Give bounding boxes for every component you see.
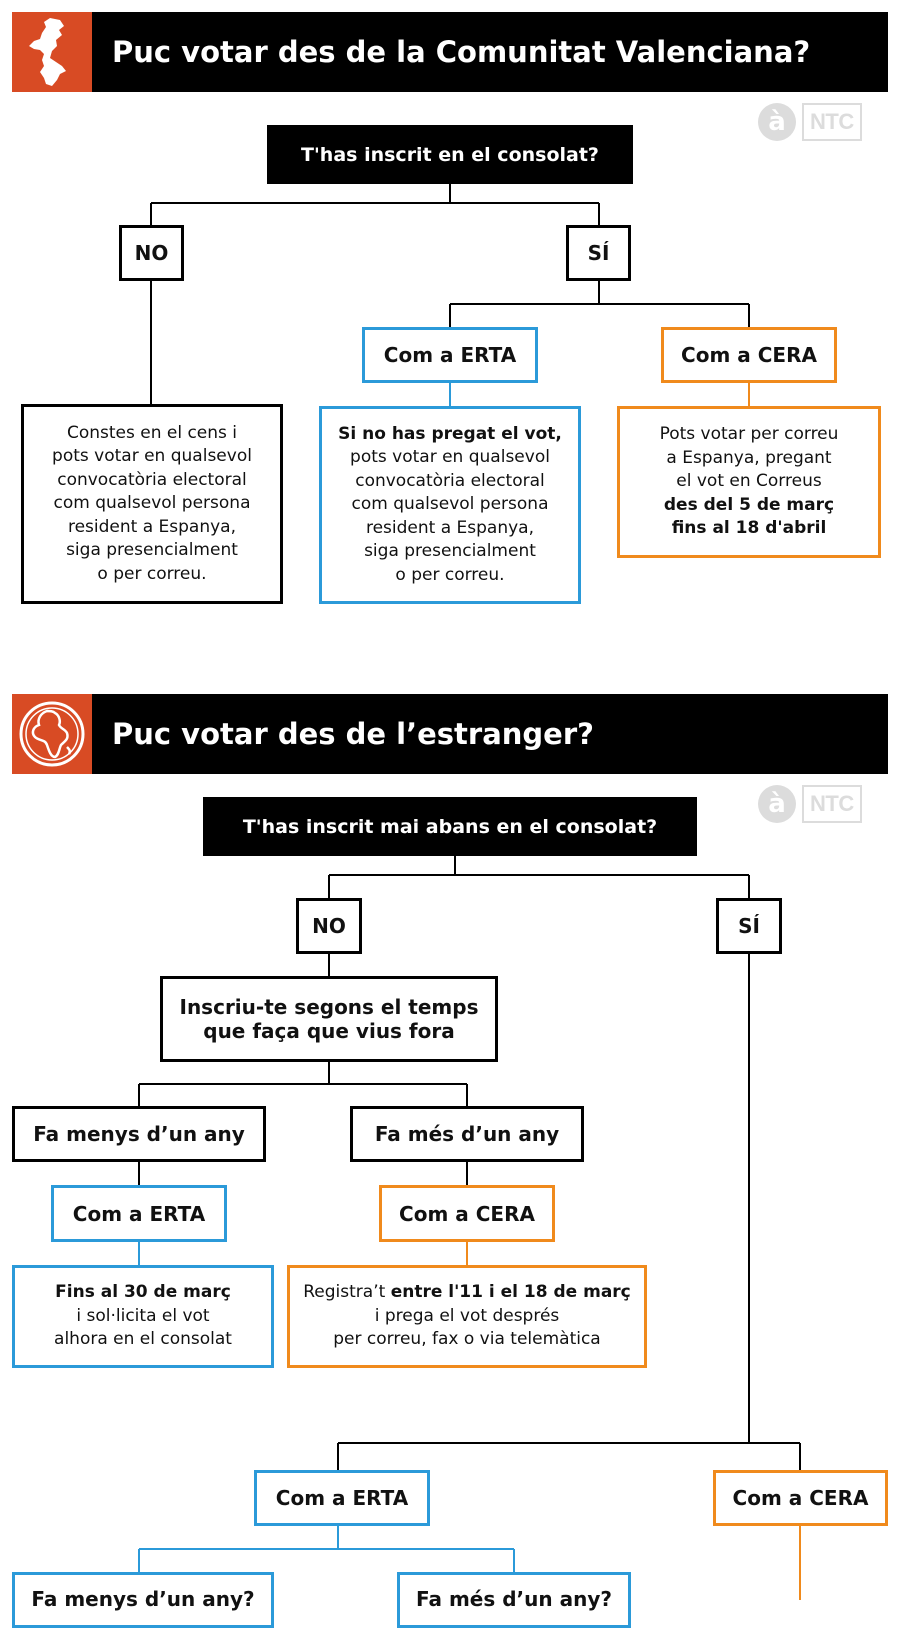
globe-icon — [12, 694, 92, 774]
erta-text-line: o per correu. — [395, 564, 505, 585]
ntc-logo-text: NTC — [802, 103, 862, 141]
erta-text-line: convocatòria electoral — [355, 470, 545, 491]
erta2-text-line: alhora en el consolat — [54, 1329, 232, 1350]
erta-label-2: Com a ERTA — [51, 1185, 227, 1242]
si-fa-menys-any: Fa menys d’un any? — [12, 1572, 274, 1628]
no-text-line: siga presencialment — [66, 540, 238, 561]
fa-mes-any: Fa més d’un any — [350, 1106, 584, 1162]
fa-menys-any: Fa menys d’un any — [12, 1106, 266, 1162]
cera-label: Com a CERA — [661, 327, 837, 383]
question-consolat-mai: T'has inscrit mai abans en el consolat? — [203, 797, 697, 856]
erta2-text-line: i sol·licita el vot — [76, 1305, 210, 1326]
erta-text-line: siga presencialment — [364, 541, 536, 562]
erta-text-line: com qualsevol persona — [351, 494, 549, 515]
cera-text-bold: des del 5 de març — [663, 494, 835, 515]
a-logo-icon: à — [758, 785, 796, 823]
answer-si-2: SÍ — [716, 898, 782, 954]
cera-label-2: Com a CERA — [379, 1185, 555, 1242]
erta-text-line: pots votar en qualsevol — [350, 447, 550, 468]
cera2-text-line: per correu, fax o via telemàtica — [333, 1329, 601, 1350]
section2-header — [12, 694, 888, 774]
si-fa-mes-any: Fa més d’un any? — [397, 1572, 631, 1628]
a-logo-icon: à — [758, 103, 796, 141]
cera2-text-first: Registra’t entre l'11 i el 18 de març — [303, 1282, 631, 1303]
no-text-line: pots votar en qualsevol — [52, 446, 252, 467]
valencia-map-icon — [12, 12, 92, 92]
cera-text-line: Pots votar per correu — [659, 424, 839, 445]
ntc-logo-text: NTC — [802, 785, 862, 823]
no-text-line: Constes en el cens i — [66, 422, 238, 443]
no-text-line: o per correu. — [97, 563, 207, 584]
erta2-text-bold: Fins al 30 de març — [55, 1282, 231, 1303]
inscriu-te-box — [160, 976, 498, 1062]
cera-text-bold: fins al 18 d'abril — [671, 518, 827, 539]
section1-title: Puc votar des de la Comunitat Valenciana? — [112, 35, 811, 69]
ntc-logo-2 — [758, 785, 862, 823]
erta-explanation-2 — [12, 1265, 274, 1368]
section1-header — [12, 12, 888, 92]
answer-no-2: NO — [296, 898, 362, 954]
erta-text-line: resident a Espanya, — [365, 517, 535, 538]
answer-si: SÍ — [566, 225, 631, 281]
inscriu-line: Inscriu-te segons el temps — [179, 995, 479, 1019]
erta-label: Com a ERTA — [362, 327, 538, 383]
si-cera-label: Com a CERA — [713, 1470, 888, 1526]
no-text-line: convocatòria electoral — [57, 469, 247, 490]
cera-text-line: el vot en Correus — [676, 471, 822, 492]
si-erta-label: Com a ERTA — [254, 1470, 430, 1526]
cera-explanation — [617, 406, 881, 558]
cera2-text-line: i prega el vot després — [374, 1305, 560, 1326]
no-text-line: com qualsevol persona — [53, 493, 251, 514]
no-explanation — [21, 404, 283, 604]
inscriu-line: que faça que vius fora — [203, 1019, 455, 1043]
cera-text-line: a Espanya, pregant — [666, 447, 832, 468]
erta-explanation — [319, 406, 581, 604]
erta-text-bold: Si no has pregat el vot, — [338, 423, 562, 444]
cera-explanation-2 — [287, 1265, 647, 1368]
no-text-line: resident a Espanya, — [67, 516, 237, 537]
question-consolat: T'has inscrit en el consolat? — [267, 125, 633, 184]
ntc-logo — [758, 103, 862, 141]
answer-no: NO — [119, 225, 184, 281]
section2-title: Puc votar des de l’estranger? — [112, 717, 594, 751]
